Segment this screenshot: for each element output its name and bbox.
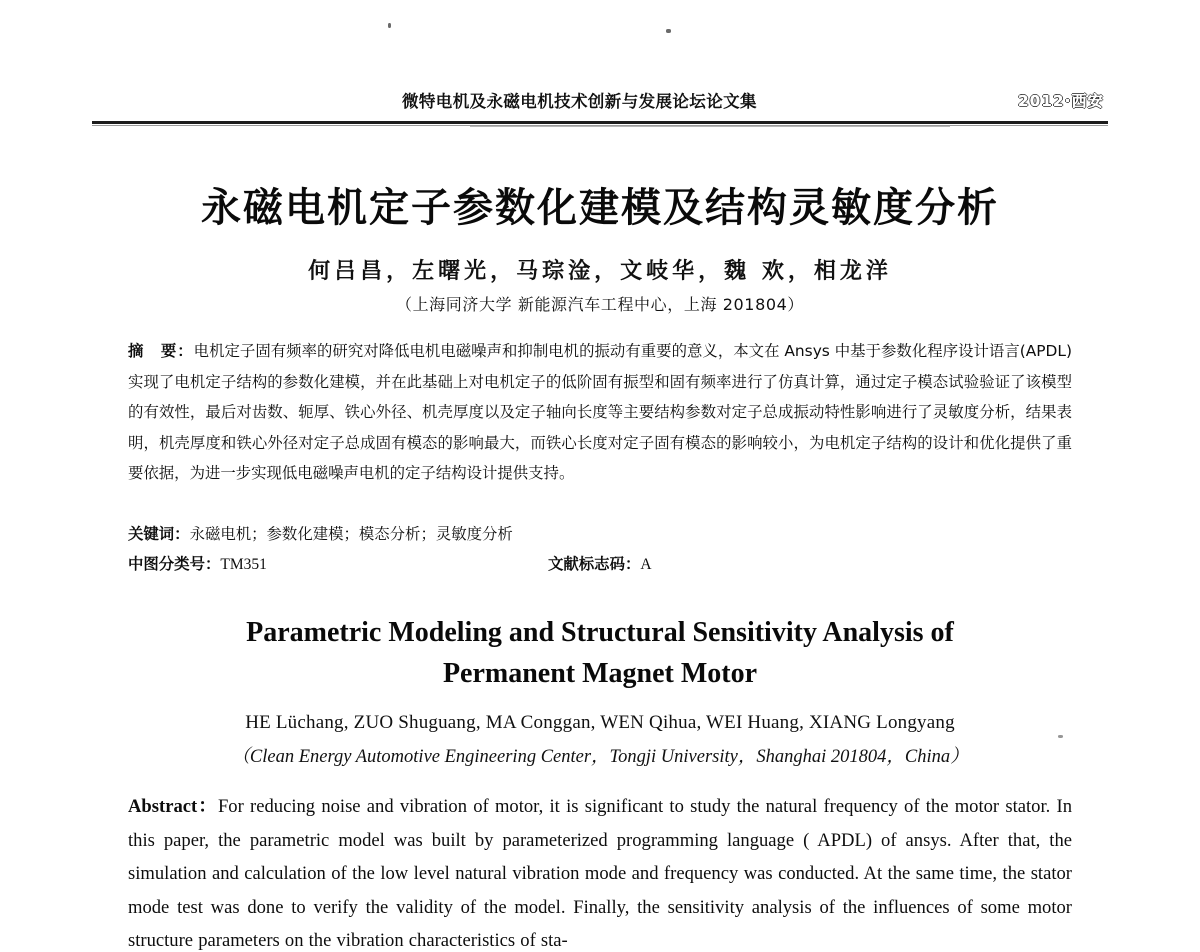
scan-speckle: [388, 23, 391, 28]
abstract-label-english: Abstract：: [128, 796, 218, 817]
running-header: [92, 88, 1108, 122]
abstract-english: [128, 790, 1072, 952]
keywords-label-chinese: 关键词：: [128, 525, 190, 543]
page-title-chinese: 永磁电机定子参数化建模及结构灵敏度分析: [201, 185, 999, 231]
running-header-title: 微特电机及永磁电机技术创新与发展论坛论文集: [402, 92, 757, 111]
keywords-chinese: [128, 520, 1072, 548]
abstract-chinese: [128, 336, 1072, 489]
running-header-meta: 2012·西安: [1018, 92, 1104, 110]
affiliation-chinese: （上海同济大学 新能源汽车工程中心，上海 201804）: [395, 295, 805, 314]
abstract-body-chinese: 电机定子固有频率的研究对降低电机电磁噪声和抑制电机的振动有重要的意义，本文在 Ansys 中基于参数化程序设计语言(APDL)实现了电机定子结构的参数化建模，并在此基础上对电机定子的低阶固有振型和固有频率进行了仿真计算，通过定子模态试验验证了该模型的有效性，最后对齿数、轭厚、铁心外径、机壳厚度以及定子轴向长度等主要结构参数对定子总成振动特性影响进行了灵敏度分析，结果表明，机壳厚度和铁心外径对定子总成固有模态的影响最大，而铁心长度对定子固有模态的影响较小，为电机定子结构的设计和优化提供了重要依据，为进一步实现低电磁噪声电机的定子结构设计提供支持。: [128, 342, 1072, 482]
doc-code-group: [548, 550, 652, 579]
clc-label: 中图分类号：: [128, 555, 221, 573]
header-rule-artifact: [470, 126, 950, 127]
authors-english: HE Lüchang, ZUO Shuguang, MA Conggan, WEN Qihua, WEI Huang, XIANG Longyang: [245, 712, 955, 733]
doc-code-label: 文献标志码：: [548, 555, 641, 573]
scan-speckle: [1058, 735, 1063, 738]
keywords-body-chinese: 永磁电机；参数化建模；模态分析；灵敏度分析: [189, 525, 513, 543]
clc-group: [128, 550, 548, 579]
page-title-english: [150, 612, 1050, 694]
header-rule: [92, 121, 1108, 124]
english-title-line-2: Permanent Magnet Motor: [442, 658, 758, 689]
scan-speckle: [666, 29, 671, 33]
abstract-body-english: For reducing noise and vibration of motor, it is significant to study the natural frequency of the motor stator. In this paper, the parametric model was built by parameterized programming language ( APDL) of ansys. After that, the simulation and calculation of the low level natural vibration mode and frequency was conducted. At the same time, the stator mode test was done to verify the validity of the model. Finally, the sensitivity analysis of the influences of some motor structure parameters on the vibration characteristics of sta-: [128, 796, 1072, 951]
authors-chinese: 何吕昌，左曙光，马琮淦，文岐华，魏 欢，相龙洋: [308, 258, 892, 284]
doc-code-value: A: [640, 556, 652, 573]
clc-value: TM351: [220, 556, 267, 573]
abstract-label-chinese: 摘 要：: [128, 342, 194, 360]
english-title-line-1: Parametric Modeling and Structural Sensitivity Analysis of: [246, 617, 954, 648]
affiliation-english: （Clean Energy Automotive Engineering Center，Tongji University，Shanghai 201804，China）: [231, 747, 969, 767]
classification-row: [128, 550, 888, 579]
